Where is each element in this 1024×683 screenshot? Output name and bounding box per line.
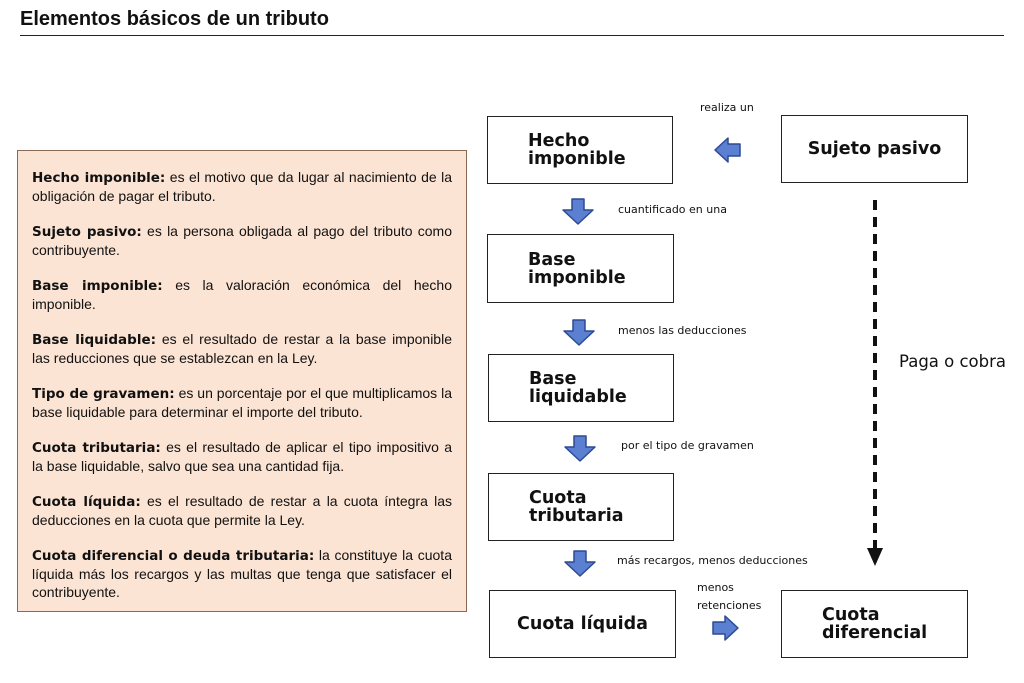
definition-term: Cuota líquida: [32, 494, 141, 510]
node-label: Base imponible [528, 249, 626, 288]
definition-text: es el resultado de restar a la cuota íntegra las deducciones en la cuota que permite la Ley. [32, 493, 452, 528]
definition-text: es el resultado de aplicar el tipo impositivo a la base liquidable, salvo que sea una cantidad fija. [32, 439, 452, 474]
edge-label-recargos: más recargos, menos deducciones [617, 554, 808, 567]
definition-text: es un porcentaje por el que multiplicamos la base liquidable para determinar el importe del tributo. [32, 385, 452, 420]
node-label: Hecho imponible [528, 131, 626, 169]
arrow-right-icon [713, 616, 738, 640]
dashed-arrow-head-icon [867, 548, 883, 566]
edge-label-cuantificado: cuantificado en una [618, 203, 727, 216]
definition-text: es la persona obligada al pago del tributo como contribuyente. [32, 223, 452, 258]
arrow-down-icon [565, 551, 595, 576]
node-label: Cuota diferencial [822, 605, 928, 643]
definition-term: Tipo de gravamen: [32, 386, 175, 402]
node-label: Base liquidable [529, 369, 627, 407]
edge-label-tipo-gravamen: por el tipo de gravamen [621, 439, 754, 452]
definition-text: es el resultado de restar a la base imponible las reducciones que se establezcan en la Ley. [32, 331, 452, 366]
edge-label-realiza-un: realiza un [700, 101, 754, 114]
definition-term: Cuota diferencial o deuda tributaria: [32, 548, 315, 564]
definition-term: Hecho imponible: [32, 170, 166, 186]
arrow-down-icon [565, 436, 595, 461]
arrow-down-icon [564, 320, 594, 345]
definition-text: es el motivo que da lugar al nacimiento de la obligación de pagar el tributo. [32, 169, 452, 204]
definition-term: Cuota tributaria: [32, 440, 161, 456]
definition-term: Sujeto pasivo: [32, 224, 142, 240]
page-title: Elementos básicos de un tributo [20, 8, 329, 30]
edge-label-menos-deducciones: menos las deducciones [618, 324, 747, 337]
edge-label-menos: menos [697, 581, 734, 594]
definition-text: la constituye la cuota líquida más los recargos y las multas que tenga que satisfacer el contribuyente. [32, 547, 452, 600]
arrow-down-icon [563, 199, 593, 224]
node-label: Sujeto pasivo [807, 139, 942, 159]
edge-label-paga-o-cobra: Paga o cobra [899, 352, 1007, 371]
edge-label-retenciones: retenciones [697, 599, 762, 612]
node-label: Cuota tributaria [529, 488, 624, 526]
node-label: Cuota líquida [517, 614, 648, 634]
definition-term: Base imponible: [32, 278, 163, 294]
arrow-left-icon [715, 138, 740, 162]
definition-term: Base liquidable: [32, 332, 156, 348]
definition-text: es la valoración económica del hecho imponible. [32, 277, 452, 312]
